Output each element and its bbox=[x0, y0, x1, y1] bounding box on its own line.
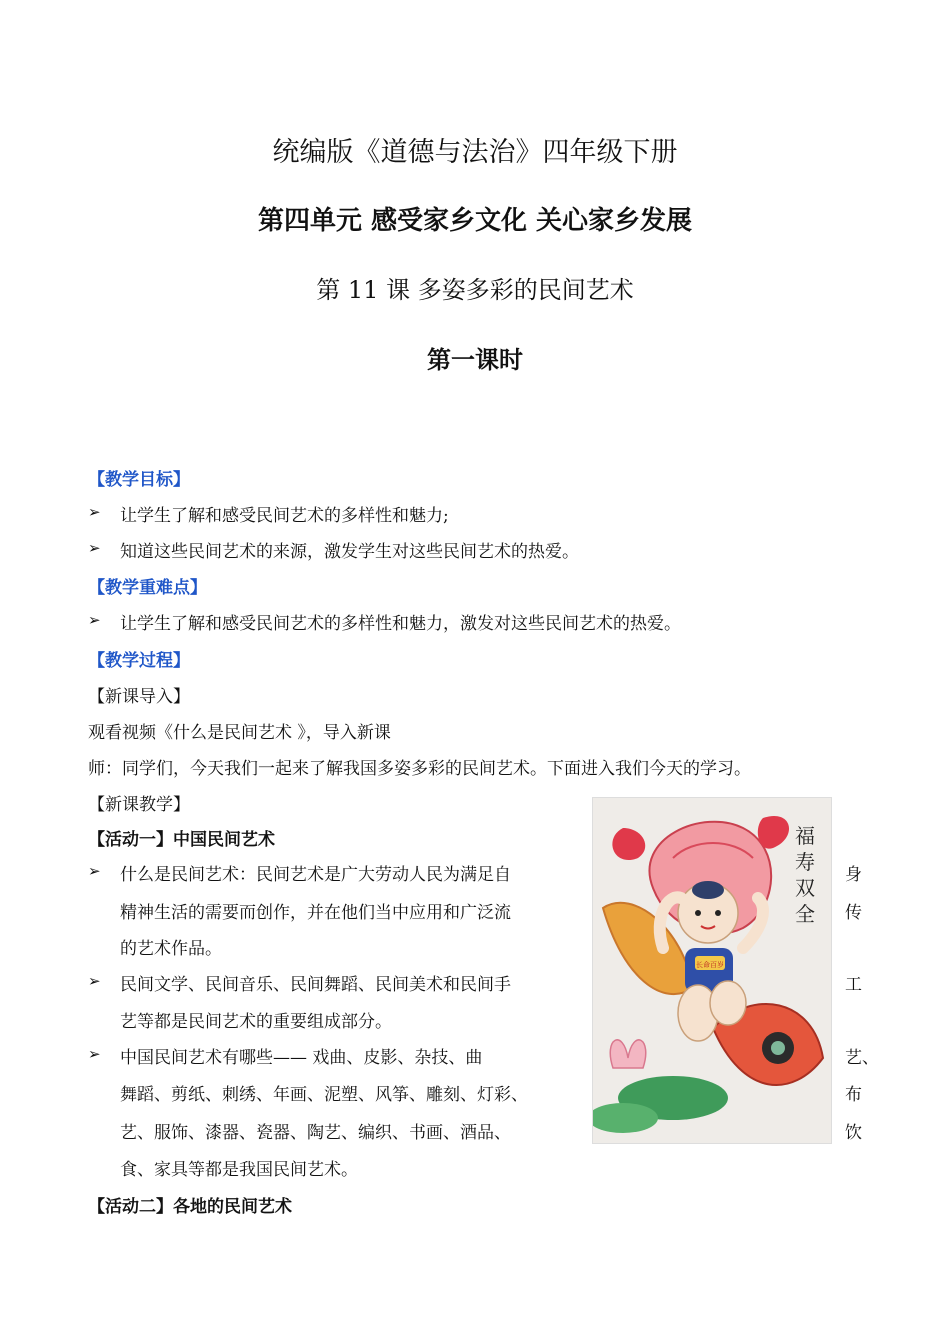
period-title: 第一课时 bbox=[427, 345, 523, 374]
badge-text: 长命百岁 bbox=[696, 961, 724, 969]
activity-line: 艺、服饰、漆器、瓷器、陶艺、编织、书画、酒品、 bbox=[120, 1123, 511, 1143]
bullet-arrow-icon: ➢ bbox=[88, 862, 101, 880]
activity-line: 精神生活的需要而创作，并在他们当中应用和广泛流 bbox=[120, 903, 511, 923]
activity-line: 什么是民间艺术：民间艺术是广大劳动人民为满足自 bbox=[120, 865, 511, 885]
bullet-arrow-icon: ➢ bbox=[88, 1045, 101, 1063]
intro-line: 师：同学们，今天我们一起来了解我国多姿多彩的民间艺术。下面进入我们今天的学习。 bbox=[88, 759, 751, 779]
activity2-heading bbox=[88, 1192, 292, 1217]
unit-title: 第四单元 感受家乡文化 关心家乡发展 bbox=[257, 206, 693, 236]
activity-line-end: 艺、 bbox=[845, 1048, 879, 1068]
activity2-bracket: 【活动二】 bbox=[88, 1197, 173, 1217]
lesson-title: 第 11 课 多姿多彩的民间艺术 bbox=[316, 276, 634, 304]
activity1-bracket: 【活动一】 bbox=[88, 830, 173, 850]
activity-line-end: 身 bbox=[845, 865, 862, 885]
folk-art-new-year-picture bbox=[592, 797, 832, 1144]
objective-item: 让学生了解和感受民间艺术的多样性和魅力; bbox=[120, 506, 449, 526]
objective-item: 知道这些民间艺术的来源，激发学生对这些民间艺术的热爱。 bbox=[120, 542, 579, 562]
activity-line: 舞蹈、剪纸、刺绣、年画、泥塑、风筝、雕刻、灯彩、 bbox=[120, 1085, 528, 1105]
bullet-arrow-icon: ➢ bbox=[88, 539, 101, 557]
activity-line: 艺等都是民间艺术的重要组成部分。 bbox=[120, 1012, 392, 1032]
activity-line: 中国民间艺术有哪些—— 戏曲、皮影、杂技、曲 bbox=[120, 1048, 483, 1068]
activity-line: 的艺术作品。 bbox=[120, 939, 222, 959]
activity-line: 食、家具等都是我国民间艺术。 bbox=[120, 1160, 358, 1180]
activity1-heading bbox=[88, 825, 275, 850]
activity-line-end: 工 bbox=[845, 975, 862, 995]
teaching-label: 【新课教学】 bbox=[88, 795, 190, 815]
key-point-item: 让学生了解和感受民间艺术的多样性和魅力，激发对这些民间艺术的热爱。 bbox=[120, 614, 681, 634]
book-title: 统编版《道德与法治》四年级下册 bbox=[272, 137, 678, 168]
activity-line-end: 饮 bbox=[845, 1123, 862, 1143]
activity2-title: 各地的民间艺术 bbox=[173, 1197, 292, 1217]
activity1-title: 中国民间艺术 bbox=[173, 830, 275, 850]
process-heading: 【教学过程】 bbox=[88, 651, 190, 671]
activity-line-end: 布 bbox=[845, 1085, 862, 1105]
calligraphy-char: 寿 bbox=[795, 850, 815, 874]
bullet-arrow-icon: ➢ bbox=[88, 611, 101, 629]
objectives-heading: 【教学目标】 bbox=[88, 470, 190, 490]
activity-line-end: 传 bbox=[845, 903, 862, 923]
calligraphy-char: 双 bbox=[795, 876, 815, 900]
intro-line: 观看视频《什么是民间艺术 》，导入新课 bbox=[88, 723, 391, 743]
calligraphy-char: 福 bbox=[795, 824, 815, 848]
key-points-heading: 【教学重难点】 bbox=[88, 578, 207, 598]
intro-label: 【新课导入】 bbox=[88, 687, 190, 707]
activity-line: 民间文学、民间音乐、民间舞蹈、民间美术和民间手 bbox=[120, 975, 511, 995]
bullet-arrow-icon: ➢ bbox=[88, 972, 101, 990]
bullet-arrow-icon: ➢ bbox=[88, 503, 101, 521]
calligraphy-char: 全 bbox=[795, 902, 815, 926]
